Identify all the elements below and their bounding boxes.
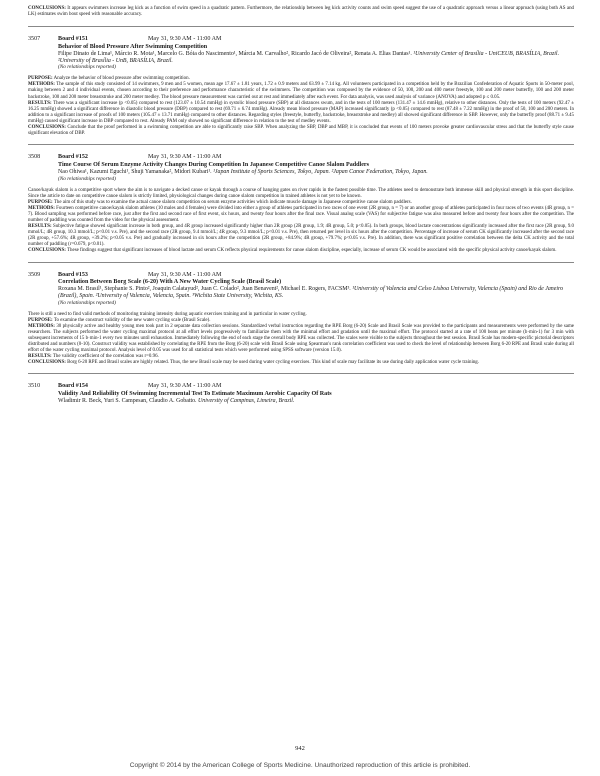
section-label: METHODS: — [28, 205, 55, 211]
author-affiliations: ¹University Center of Brasília - UniCEUB, BRASÍLIA, Brazil. ²University of Brasília - UnB, BRASÍLIA, Brazil. — [58, 50, 560, 64]
section-text: Borg 6-20 RPE and Brasil scales are highly related. Thus, the new Brasil scale may be used during water cycling exercises. This kind of scale may facilitate its use during daily application water cycle training. — [67, 360, 479, 366]
previous-abstract-conclusion: CONCLUSIONS: It appears swimmers increase leg kick as a function of swim speed in a quadratic pattern. Furthermore, the relationship between leg kick activity counts and swim speed suggest the use of a quadratic approach versus a linear approach (using both AS and LK) estimates swim bout speed with reasonable accuracy. — [28, 6, 575, 18]
section-label: RESULTS: — [28, 100, 52, 106]
abstract-3508 — [28, 144, 574, 254]
section-label: CONCLUSIONS: — [28, 248, 66, 254]
session-time: May 31, 9:30 AM - 11:00 AM — [148, 271, 222, 278]
abstract-section — [28, 125, 574, 137]
section-label: CONCLUSIONS: — [28, 360, 66, 366]
abstract-heading-block — [58, 279, 574, 307]
author-list: Nao Ohiwa¹, Kazumi Eguchi¹, Shuji Yamanaka², Midori Kubari¹. — [58, 168, 212, 175]
abstract-section — [28, 324, 574, 354]
author-list: Filipe Dinato de Lima¹, Márcio R. Mota¹, Marcelo G. Bóia do Nascimento¹, Márcia M. Carvalho², Ricardo Jacó de Oliveira², Renata A. Elias Dantas¹. — [58, 50, 412, 57]
abstract-section — [28, 101, 574, 125]
section-label: PURPOSE: — [28, 76, 53, 82]
abstract-section — [28, 248, 574, 254]
abstract-heading-block — [58, 391, 574, 405]
abstract-section — [28, 360, 574, 366]
abstract-title: Time Course Of Serum Enzyme Activity Changes During Competition In Japanese Competitive Canoe Slalom Paddlers — [58, 161, 369, 168]
session-time: May 31, 9:30 AM - 11:00 AM — [148, 36, 222, 43]
section-label: RESULTS: — [28, 354, 52, 360]
section-text: Fourteen competitive canoe/kayak slalom athletes (10 males and 4 females) were divided into either a group of athletes participated in two races of one event (2R group, n = 7) or an another group of athletes participated in four races of two events (4R group, n = 7). Blood sampling was performed before race, just after the first and second race of first event, six hours, and twenty four hours after the final race. Visual analog scale (VAS) for subjective fatigue was also measured before and twenty four hours after the competition. The number of paddling was counted from the video for the physical assessment. — [28, 205, 575, 223]
section-text: There was a significant increase (p <0.05) compared to rest (123.07 ± 10.54 mmHg) in systolic blood pressure (SBP) at all distances swum, and in the tests of 100 meters (131.47 ± 14.6 mmHg), relative to other distances. Only the tests of 100 meters (92.47 ± 16.25 mmHg) showed a significant difference in diastolic blood pressure (DBP) compared to rest (69.71 ± 6.74 mmHg). Already mean blood pressure (MAP) increased significantly (p <0.05) compared to rest (87.48 ± 7.22 mmHg) in the proof of 50, 100 and 200 meters. In addition to a significant increase of proofs of 100 meters (105.47 ± 13.71 mmHg) compared to other distances. Regarding styles (freestyle, butterfly, backstroke, breaststroke and medley) all showed significant difference in SBP. However, only the butterfly proof (88.71 ± 9.45 mmHg) caused significant increase in DBP compared to rest. Already PAM only showed no significant difference in relation to the test of medley events. — [28, 100, 574, 124]
abstract-title: Correlation Between Borg Scale (6-20) With A New Water Cycling Scale (Brasil Scale) — [58, 279, 282, 286]
abstract-number: 3510 — [28, 383, 41, 390]
section-label: PURPOSE: — [28, 199, 53, 205]
section-text: 30 physically active and healthy young men took part in 2 separate data collection sessions. Standardized verbal instruction regarding the RPE Borg (6-20) Scale and Brasil Scale was provided to the participants and measurements were performed by the same researchers. The subjects performed the water cycling maximal protocol at all effort levels progressively to familiarize them with the minimal effort and gradation until the maximal effort. The protocol started at a rate of 100 beats per minute (b·min-1) for 3 min with subsequent increments of 15 b·min-1 every two minutes until exhaustion. Immediately following the end of each stage the overall body RPE was collected. The scales were visible to the subjects throughout the test session. Brasil Scale has modern-specific pictorial descriptors distributed and numbers (0-10). Construct validity was established by correlating the RPE from the Borg (6-20) scale with Brasil Scale using Spearman's rank correlation coefficient was used to check the level of relationship between Borg 6-20 RPE and Brasil scale during all effort of the water cycling maximal protocol. Analysis level of 0.05 was used for all statistical tests which were performed using SPSS software (version 15.0). — [28, 323, 574, 354]
abstract-authors — [58, 169, 574, 176]
abstract-divider — [28, 373, 574, 374]
abstract-section — [28, 224, 574, 248]
abstract-authors — [58, 51, 574, 65]
section-label: RESULTS: — [28, 224, 52, 230]
section-label: PURPOSE: — [28, 317, 53, 323]
board-number: Board #153 — [58, 271, 88, 278]
abstract-divider — [28, 262, 574, 263]
author-affiliations: ¹University of Valencia and Celso Lisboa University, Valencia (Spain) and Rio de Janeiro (Brazil), Spain. ²University of Valencia, Valencia, Spain. ³Wichita State University, Wichita, KS. — [58, 286, 564, 300]
section-text: The aim of this study was to examine the actual canoe slalom competition on serum enzyme activities which indicate muscle damage in Japanese competitive canoe slalom paddlers. — [53, 199, 412, 205]
section-text: The sample of this study consisted of 14 swimmers, 9 men and 5 women, mean age 17.67 ± 1.81 years, 1.72 ± 0.9 meters and 63.99 ± 7.14 kg. All volunteers participated in a competition held by the Brazilian Confederation of Aquatic Sports in 50-meter pool, making between 2 and 4 individual events, chosen according to their preference and performance characteristic of the swimmers. The competition was composed by the evidence of 50, 100, 200 and 400 meter freestyle, 100 and 200 meter butterfly, 100 and 200 meter backstroke, 100 and 200 meter breaststroke and 200 meter medley. The blood pressure measurement was carried out at rest and immediately after each event. For data analysis, was used analysis of variance (ANOVA) and adopted p ≤ 0.05. — [28, 82, 574, 100]
abstract-title: Validity And Reliability Of Swimming Incremental Test To Estimate Maximum Aerobic Capacity Of Rats — [58, 390, 332, 397]
abstract-heading-block — [58, 44, 574, 72]
abstract-section — [28, 82, 574, 100]
session-time: May 31, 9:30 AM - 11:00 AM — [148, 154, 222, 161]
relationships-note: (No relationships reported) — [58, 64, 116, 71]
abstract-header — [28, 154, 574, 161]
section-text: The validity coefficient of the correlation was r=0.96. — [52, 354, 159, 360]
abstract-intro: Canoe/kayak slalom is a competitive sport where the aim is to navigate a decked canoe or kayak through a course of hanging gates on river rapids in the fastest possible time. The athletes need to demonstrate both immense skill and physical strength in this sport discipline. Since the article to date on competitive canoe slalom is strictly limited, physiological changes during canoe slalom competition in trained athletes is not yet to be known. — [28, 187, 574, 199]
abstract-section — [28, 206, 574, 224]
author-affiliations: University of Campinas, Limeira, Brazil. — [198, 398, 295, 405]
section-label: METHODS: — [28, 82, 55, 88]
abstract-title: Behavior of Blood Pressure After Swimming Competition — [58, 43, 208, 50]
abstract-number: 3507 — [28, 36, 41, 43]
author-affiliations: ¹Japan Institute of Sports Sciences, Tokyo, Japan. ²Japan Canoe Federation, Tokyo, Japan. — [213, 168, 428, 175]
abstract-header — [28, 272, 574, 279]
section-text: Subjective fatigue showed significant increase in both group, and 4R group increased significantly higher than 2R group (2R group, 1.9; 4R group, 5.0; p<0.05). In both groups, blood lactate concentrations significantly increased after the first race (2R group, 9.0 mmol/L; 4R group, 10.3 mmol/L; p<0.01 v.s. Pre), and the second race (2R group, 9.4 mmol/L; 4R group, 9.3 mmol/L; p<0.01 v.s. Pre), then returned per level in six hours after the competition. Percentage of increase of serum CK significantly increased after the second race (2R group, +57.6%; 4R group, +39.2%; p<0.05 v.s. Pre) and gradually increased in six hours after the competition (2R group, +84.9%; 4R group, +79.7%; p<0.05 v.s. Pre). In addition, there was significant positive correlation between the delta CK activity and the total number of paddling (r=0.679, p<0.01). — [28, 224, 575, 248]
relationships-note: (No relationships reported) — [58, 175, 116, 182]
abstract-number: 3508 — [28, 154, 41, 161]
abstract-intro: There is still a need to find valid methods of monitoring training intensity during aquatic exercises training and in particular in water cycling. — [28, 311, 307, 317]
journal-page — [28, 6, 574, 412]
section-text: These findings suggest that significant increases of blood lactate and serum CK reflects physical requirements for canoe slalom discipline, especially, increase of serum CK would be associated with the specific physical activity canoe/kayak slalom. — [67, 248, 557, 254]
section-text: Analyze the behavior of blood pressure after swimming competition. — [53, 76, 190, 82]
author-list: Roxana M. Brasil¹, Stephanie S. Pinto², Joaquin Calatayud², Juan C. Colado², Juan Benavent², Michael E. Rogers, FACSM³. — [58, 286, 351, 293]
abstract-header — [28, 36, 574, 43]
abstract-authors — [58, 286, 574, 300]
relationships-note: (No relationships reported) — [58, 299, 116, 306]
copyright-notice: Copyright © 2014 by the American College of Sports Medicine. Unauthorized reproduction of this article is prohibited. — [129, 762, 471, 769]
abstract-3509 — [28, 262, 574, 367]
page-number: 942 — [295, 745, 305, 752]
section-label: CONCLUSIONS: — [28, 125, 66, 131]
abstract-number: 3509 — [28, 271, 41, 278]
abstract-3510 — [28, 373, 574, 405]
abstract-list — [28, 26, 574, 405]
author-list: Wladimir R. Beck, Yuri S. Campesan, Claudio A. Gobatto. — [58, 398, 197, 405]
abstract-heading-block — [58, 162, 574, 183]
section-text: Conclude that the proof performed in a swimming competition are able to significantly raise SBP. When analyzing the SBP, DBP and MBP, it is concluded that events of 100 meters provoke greater cardiovascular stress and that the butterfly style cause significant elevation of DBP. — [28, 125, 574, 137]
abstract-authors — [58, 398, 574, 405]
abstract-header — [28, 383, 574, 390]
abstract-3507 — [28, 26, 574, 137]
section-label: METHODS: — [28, 323, 55, 329]
abstract-divider — [28, 144, 574, 145]
section-text: To examine the construct validity of the new water cycling scale (Brasil Scale). — [53, 317, 211, 323]
board-number: Board #154 — [58, 383, 88, 390]
board-number: Board #151 — [58, 36, 88, 43]
abstract-divider — [28, 26, 574, 27]
session-time: May 31, 9:30 AM - 11:00 AM — [148, 383, 222, 390]
board-number: Board #152 — [58, 154, 88, 161]
